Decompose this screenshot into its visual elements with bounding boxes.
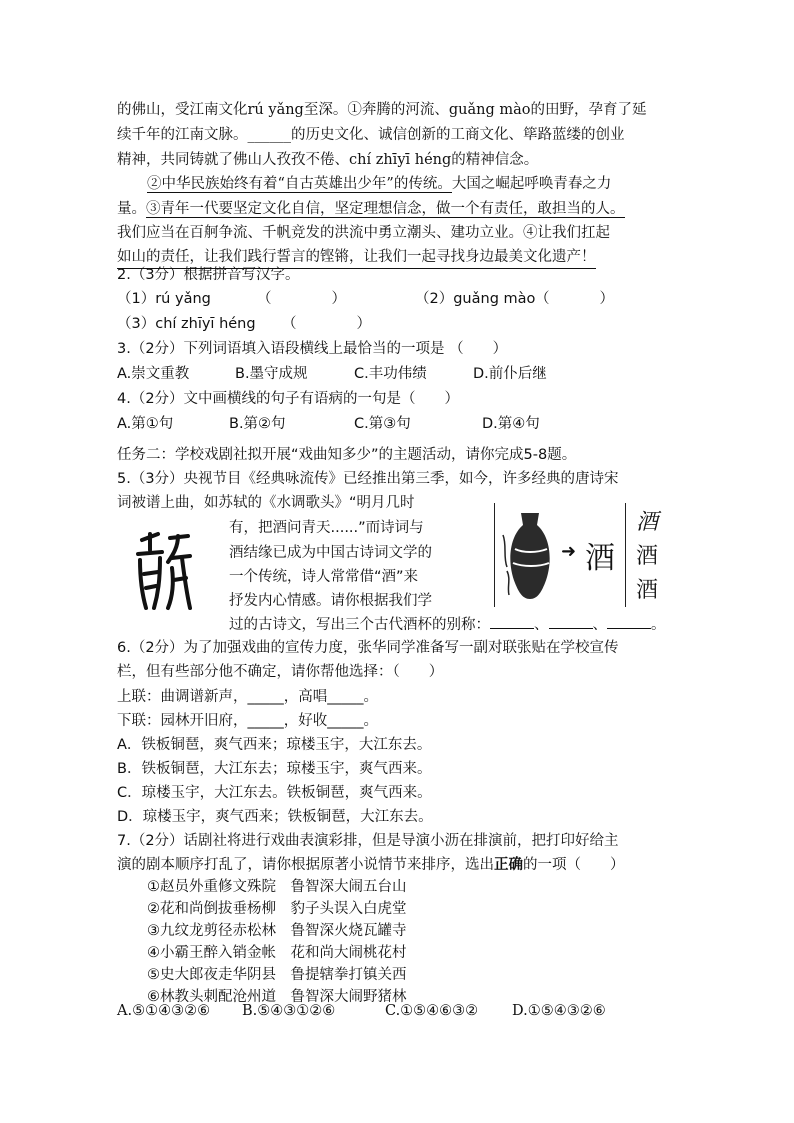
- passage-line-6: 我们应当在百舸争流、千帆竞发的洪流中勇立潮头、建功立业。④让我们扛起: [117, 225, 610, 241]
- q5-answer-blank-1[interactable]: [490, 614, 534, 629]
- q5-answer-blank-2[interactable]: [549, 614, 593, 629]
- character-variants-column: [625, 503, 674, 607]
- q3-option-d[interactable]: D.前仆后继: [473, 366, 547, 382]
- q6-option-d[interactable]: D．琼楼玉宇，爽气西来；铁板铜琶，大江东去。: [117, 809, 433, 825]
- q3-option-b[interactable]: B.墨守成规: [235, 366, 308, 382]
- wine-character: 酒: [585, 541, 615, 576]
- q7-chapter-3: ③九纹龙剪径赤松林 鲁智深火烧瓦罐寺: [147, 923, 407, 939]
- arrow-icon: ➜: [561, 541, 577, 562]
- q5-prompt: 过的古诗文，写出三个古代酒杯的别称：: [229, 617, 490, 633]
- passage-line-7: 如山的责任，让我们践行誓言的铿锵，让我们一起寻找身边最美文化遗产！: [117, 246, 596, 269]
- q7-option-c[interactable]: C.①⑤④⑥③②: [385, 1003, 479, 1019]
- variant-char-1: 酒: [636, 510, 659, 535]
- q3-option-c[interactable]: C.丰功伟绩: [354, 366, 427, 382]
- q4-option-d[interactable]: D.第④句: [482, 416, 540, 432]
- q6-couplet-lower: 下联：园林开旧府，_____，好收_____。: [117, 713, 378, 729]
- q6-option-b[interactable]: B．铁板铜琶，大江东去；琼楼玉宇，爽气西来。: [117, 761, 432, 777]
- q5-line-4: 酒结缘已成为中国古诗词文学的: [229, 545, 432, 561]
- q7-chapter-1: ①赵员外重修文殊院 鲁智深大闹五台山: [147, 879, 407, 895]
- variant-char-2: 酒: [636, 544, 659, 569]
- q7-option-d[interactable]: D.①⑤④③②⑥: [512, 1003, 606, 1019]
- q7-text: 演的剧本顺序打乱了，请你根据原著小说情节来排序，选出: [117, 857, 494, 873]
- variant-char-3: 酒: [636, 578, 659, 603]
- q3-option-a[interactable]: A.崇文重教: [117, 366, 190, 382]
- task-2-heading: 任务二：学校戏剧社拟开展“戏曲知多少”的主题活动，请你完成5-8题。: [117, 447, 577, 463]
- q7-option-a[interactable]: A.⑤①④③②⑥: [117, 1003, 211, 1019]
- q2-answer-blank-2[interactable]: （ ）: [535, 291, 614, 307]
- q3-stem: 3.（2分）下列词语填入语段横线上最恰当的一项是 （ ）: [117, 341, 508, 357]
- seal-script-drawing: [132, 528, 196, 614]
- q5-line-7: 过的古诗文，写出三个古代酒杯的别称： 、 、 。: [229, 614, 666, 636]
- q7-text-end: 的一项（ ）: [523, 857, 625, 873]
- q4-stem: 4.（2分）文中画横线的句子有语病的一句是（ ）: [117, 391, 460, 407]
- passage-line-1: 的佛山，受江南文化rú yǎng至深。①奔腾的河流、guǎng mào的田野，孕育了延: [117, 102, 647, 118]
- q4-option-a[interactable]: A.第①句: [117, 416, 174, 432]
- q5-answer-blank-3[interactable]: [607, 614, 651, 629]
- q6-option-a[interactable]: A．铁板铜琶，爽气西来；琼楼玉宇，大江东去。: [117, 737, 432, 753]
- q5-line-1: 5.（3分）央视节目《经典咏流传》已经推出第三季，如今，许多经典的唐诗宋: [117, 471, 619, 487]
- underlined-sentence-2: ②中华民族始终有着“自古英雄出少年”的传统。: [147, 176, 452, 192]
- q7-chapter-4: ④小霸王醉入销金帐 花和尚大闹桃花村: [147, 945, 407, 961]
- q4-option-b[interactable]: B.第②句: [229, 416, 286, 432]
- q5-line-2: 词被谱上曲，如苏轼的《水调歌头》“明月几时: [117, 495, 415, 511]
- underlined-sentence-3: ③青年一代要坚定文化自信，坚定理想信念，做一个有责任，敢担当的人。: [146, 201, 625, 217]
- q6-option-c[interactable]: C．琼楼玉宇，大江东去。铁板铜琶，爽气西来。: [117, 785, 432, 801]
- passage-line-3: 精神，共同铸就了佛山人孜孜不倦、chí zhīyī héng的精神信念。: [117, 152, 539, 168]
- q7-line-1: 7.（2分）话剧社将进行戏曲表演彩排，但是导演小沥在排演前，把打印好给主: [117, 833, 619, 849]
- passage-text: 大国之崛起呼唤青春之力: [451, 176, 612, 192]
- q2-answer-blank-1[interactable]: （ ）: [257, 291, 346, 307]
- q5-line-5: 一个传统，诗人常常借“酒”来: [229, 569, 419, 585]
- q4-option-c[interactable]: C.第③句: [354, 416, 411, 432]
- q2-item-3: [117, 313, 371, 335]
- passage-line-5: [117, 198, 625, 220]
- q2-answer-blank-3[interactable]: （ ）: [282, 316, 371, 332]
- q6-couplet-upper: 上联：曲调谱新声，_____，高唱_____。: [117, 689, 378, 705]
- passage-text: 量。: [117, 201, 146, 217]
- q7-option-b[interactable]: B.⑤④③①②⑥: [242, 1003, 336, 1019]
- seal-script-character-figure: [132, 528, 196, 614]
- wine-vessel-icon: [499, 505, 563, 605]
- q5-line-6: 抒发内心情感。请你根据我们学: [229, 593, 432, 609]
- passage-line-2: 续千年的江南文脉。______的历史文化、诚信创新的工商文化、筚路蓝缕的创业: [117, 127, 625, 143]
- q7-chapter-5: ⑤史大郎夜走华阴县 鲁提辖拳打镇关西: [147, 967, 407, 983]
- q6-line-2: 栏，但有些部分他不确定，请你帮他选择：（ ）: [117, 664, 444, 680]
- q2-stem: 2.（3分）根据拼音写汉字。: [117, 267, 300, 283]
- q2-item-1: [117, 288, 614, 310]
- q6-line-1: 6.（2分）为了加强戏曲的宣传力度，张华同学准备写一副对联张贴在学校宣传: [117, 640, 619, 656]
- q7-line-2: [117, 854, 625, 876]
- q2-pinyin-1: （1）rú yǎng: [117, 291, 211, 307]
- q5-line-3: 有，把酒问青天......”而诗词与: [229, 520, 424, 536]
- q2-pinyin-2: （2）guǎng mào: [415, 291, 536, 307]
- q2-pinyin-3: （3）chí zhīyī héng: [117, 316, 256, 332]
- q7-chapter-2: ②花和尚倒拔垂杨柳 豹子头误入白虎堂: [147, 901, 407, 917]
- q7-emphasis: 正确: [494, 857, 523, 873]
- q7-chapter-6: ⑥林教头刺配沧州道 鲁智深大闹野猪林: [147, 989, 407, 1005]
- passage-line-4: [147, 173, 611, 195]
- wine-character-evolution-figure: [494, 503, 675, 607]
